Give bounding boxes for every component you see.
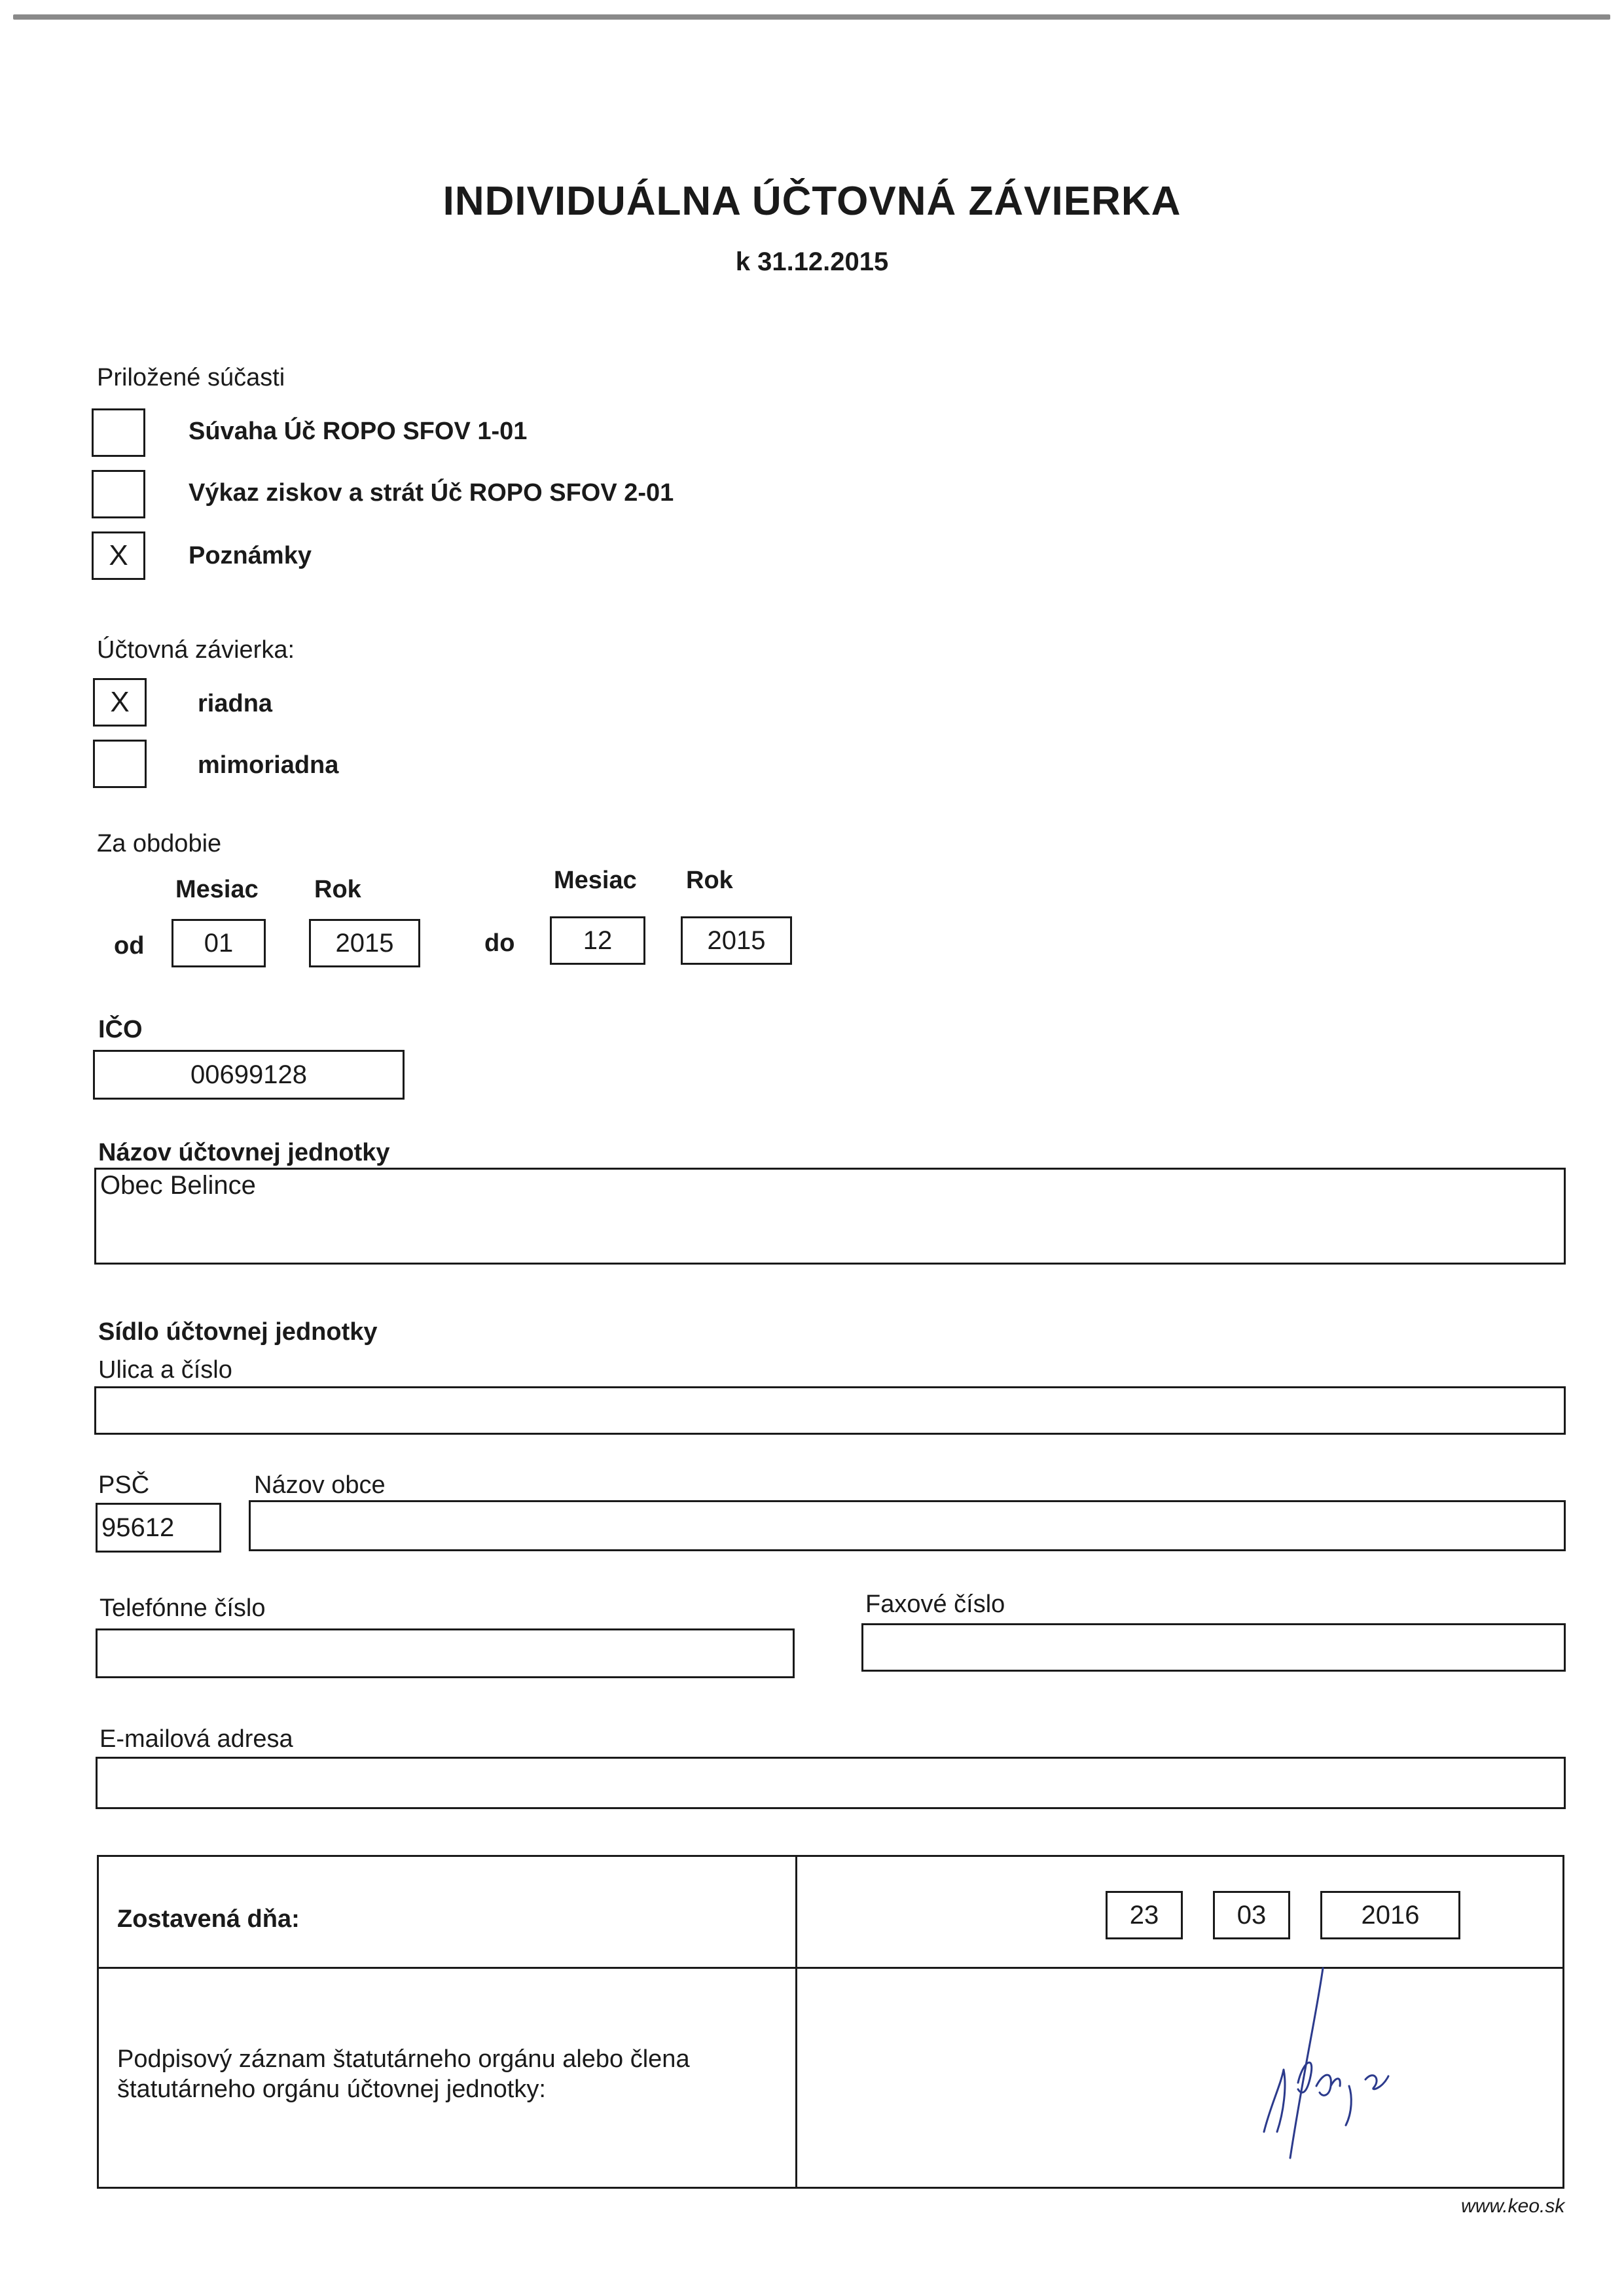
signature-stroke-loop	[1298, 2062, 1312, 2093]
period-from-year-label: Rok	[314, 876, 361, 903]
period-to-month-label: Mesiac	[554, 867, 637, 894]
signature-stroke-az	[1316, 2075, 1340, 2095]
attachment-label-notes: Poznámky	[189, 542, 312, 569]
period-to-year-label: Rok	[686, 867, 733, 894]
period-from-label: od	[114, 932, 145, 960]
city-label: Názov obce	[254, 1471, 386, 1499]
psc-label: PSČ	[98, 1471, 150, 1499]
period-from-month-label: Mesiac	[175, 876, 259, 903]
entity-name-label: Názov účtovnej jednotky	[98, 1139, 390, 1166]
signature-stroke-left	[1264, 2070, 1285, 2132]
attachment-label-profit-loss: Výkaz ziskov a strát Úč ROPO SFOV 2-01	[189, 479, 674, 507]
email-label: E-mailová adresa	[99, 1725, 293, 1753]
attachments-heading: Priložené súčasti	[97, 364, 285, 391]
compiled-day-field[interactable]: 23	[1106, 1891, 1183, 1939]
signature-label-line2: štatutárneho orgánu účtovnej jednotky:	[117, 2076, 546, 2103]
period-to-year-field[interactable]: 2015	[681, 916, 792, 965]
period-from-year-field[interactable]: 2015	[309, 919, 420, 967]
period-to-month-field[interactable]: 12	[550, 916, 645, 965]
street-label: Ulica a číslo	[98, 1356, 232, 1384]
closing-label-extraordinary: mimoriadna	[198, 751, 339, 779]
fax-label: Faxové číslo	[865, 1591, 1005, 1618]
psc-field[interactable]: 95612	[96, 1503, 221, 1553]
phone-field[interactable]	[96, 1628, 795, 1678]
checkbox-notes[interactable]: X	[92, 531, 145, 580]
entity-name-field[interactable]: Obec Belince	[94, 1168, 1566, 1265]
ico-label: IČO	[98, 1016, 143, 1043]
city-field[interactable]	[249, 1500, 1566, 1551]
footer-website[interactable]: www.keo.sk	[1461, 2195, 1565, 2217]
closing-type-heading: Účtovná závierka:	[97, 636, 295, 664]
signature-stroke-a	[1365, 2076, 1388, 2089]
signature-table	[97, 1855, 1564, 2189]
period-from-month-field[interactable]: 01	[171, 919, 266, 967]
ico-field[interactable]: 00699128	[93, 1050, 405, 1100]
street-field[interactable]	[94, 1386, 1566, 1435]
handwritten-signature	[1225, 1955, 1500, 2171]
signature-label-line1: Podpisový záznam štatutárneho orgánu alebo člena	[117, 2045, 690, 2073]
period-to-label: do	[484, 929, 515, 957]
checkbox-balance-sheet[interactable]	[92, 408, 145, 457]
compiled-month-field[interactable]: 03	[1213, 1891, 1290, 1939]
document-title: INDIVIDUÁLNA ÚČTOVNÁ ZÁVIERKA	[442, 179, 1182, 224]
attachment-label-balance-sheet: Súvaha Úč ROPO SFOV 1-01	[189, 418, 528, 445]
table-vertical-divider	[795, 1857, 797, 2187]
signature-stroke-j	[1346, 2086, 1351, 2125]
closing-label-regular: riadna	[198, 690, 273, 717]
period-heading: Za obdobie	[97, 830, 222, 857]
checkbox-profit-loss[interactable]	[92, 470, 145, 518]
compiled-year-field[interactable]: 2016	[1320, 1891, 1460, 1939]
document-subtitle: k 31.12.2015	[735, 247, 889, 276]
email-field[interactable]	[96, 1757, 1566, 1809]
checkbox-regular[interactable]: X	[93, 678, 147, 727]
compiled-label: Zostavená dňa:	[117, 1905, 300, 1933]
signature-label	[117, 2044, 690, 2104]
checkbox-extraordinary[interactable]	[93, 740, 147, 788]
seat-heading: Sídlo účtovnej jednotky	[98, 1318, 378, 1346]
scan-top-edge	[13, 14, 1610, 20]
phone-label: Telefónne číslo	[99, 1594, 266, 1622]
fax-field[interactable]	[861, 1623, 1566, 1672]
